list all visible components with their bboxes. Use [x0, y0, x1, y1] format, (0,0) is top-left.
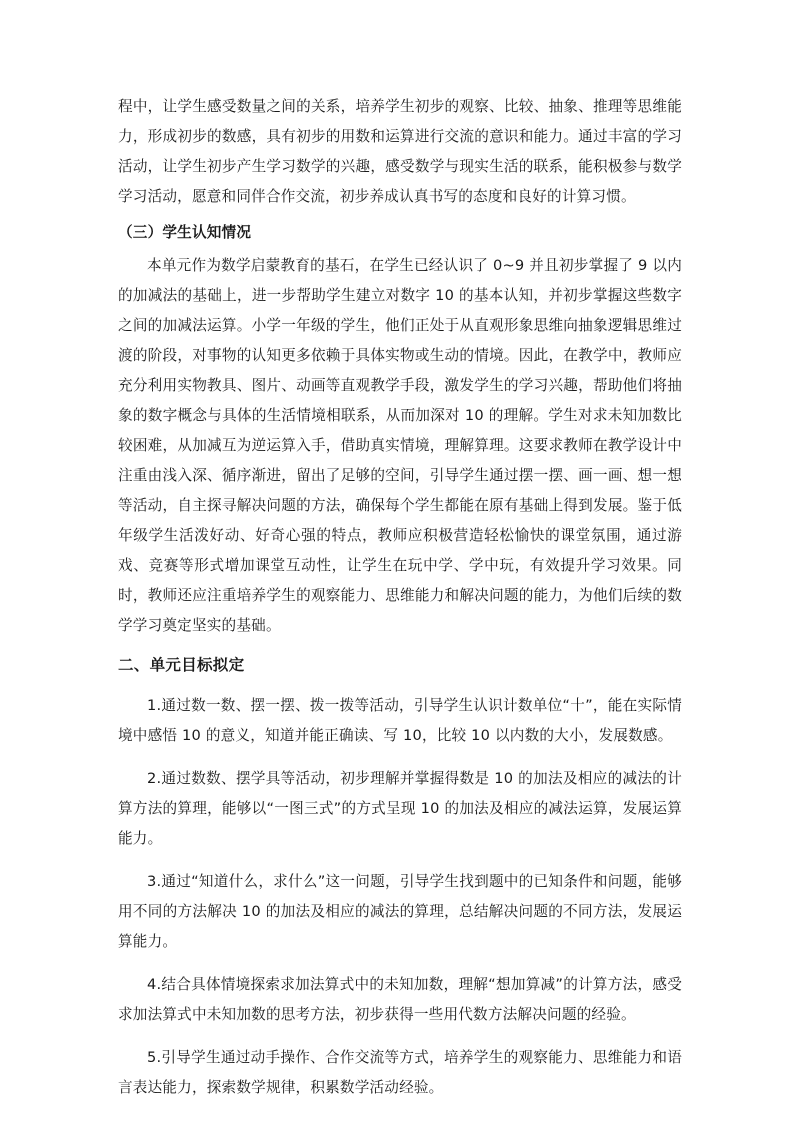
goal-item: 2.通过数数、摆学具等活动，初步理解并掌握得数是 10 的加法及相应的减法的计算方法的算理，能够以“一图三式”的方式呈现 10 的加法及相应的减法运算，发展运算能力。 — [118, 770, 682, 847]
section-title: 二、单元目标拟定 — [118, 656, 245, 674]
goal-item: 1.通过数一数、摆一摆、拨一拨等活动，引导学生认识计数单位“十”，能在实际情境中感悟 10 的意义，知道并能正确读、写 10，比较 10 以内数的大小，发展数感。 — [118, 697, 682, 744]
document-page — [118, 92, 682, 1116]
goal-item: 5.引导学生通过动手操作、合作交流等方式，培养学生的观察能力、思维能力和语言表达能力，探索数学规律，积累数学活动经验。 — [118, 1049, 682, 1096]
goal-item: 4.结合具体情境探索求加法算式中的未知加数，理解“想加算减”的计算方法，感受求加法算式中未知加数的思考方法，初步获得一些用代数方法解决问题的经验。 — [118, 976, 682, 1023]
subsection-title: （三）学生认知情况 — [118, 224, 252, 241]
cognition-paragraph: 本单元作为数学启蒙教育的基石，在学生已经认识了 0~9 并且初步掌握了 9 以内的加减法的基础上，进一步帮助学生建立对数字 10 的基本认知，并初步掌握这些数字之间的加减法运算。小学一年级的学生，他们正处于从直观形象思维向抽象逻辑思维过渡的阶段，对事物的认知更多依赖于具体实物或生动的情境。因此，在教学中，教师应充分利用实物教具、图片、动画等直观教学手段，激发学生的学习兴趣，帮助他们将抽象的数字概念与具体的生活情境相联系，从而加深对 10 的理解。学生对求未知加数比较困难，从加减互为逆运算入手，借助真实情境，理解算理。这要求教师在教学设计中注重由浅入深、循序渐进，留出了足够的空间，引导学生通过摆一摆、画一画、想一想等活动，自主探寻解决问题的方法，确保每个学生都能在原有基础上得到发展。鉴于低年级学生活泼好动、好奇心强的特点，教师应积极营造轻松愉快的课堂氛围，通过游戏、竞赛等形式增加课堂互动性，让学生在玩中学、学中玩，有效提升学习效果。同时，教师还应注重培养学生的观察能力、思维能力和解决问题的能力，为他们后续的数学学习奠定坚实的基础。 — [118, 257, 682, 634]
intro-paragraph: 程中，让学生感受数量之间的关系，培养学生初步的观察、比较、抽象、推理等思维能力，形成初步的数感，具有初步的用数和运算进行交流的意识和能力。通过丰富的学习活动，让学生初步产生学习数学的兴趣，感受数学与现实生活的联系，能积极参与数学学习活动，愿意和同伴合作交流，初步养成认真书写的态度和良好的计算习惯。 — [118, 98, 682, 205]
goal-item: 3.通过“知道什么，求什么”这一问题，引导学生找到题中的已知条件和问题，能够用不同的方法解决 10 的加法及相应的减法的算理，总结解决问题的不同方法，发展运算能力。 — [118, 873, 682, 950]
